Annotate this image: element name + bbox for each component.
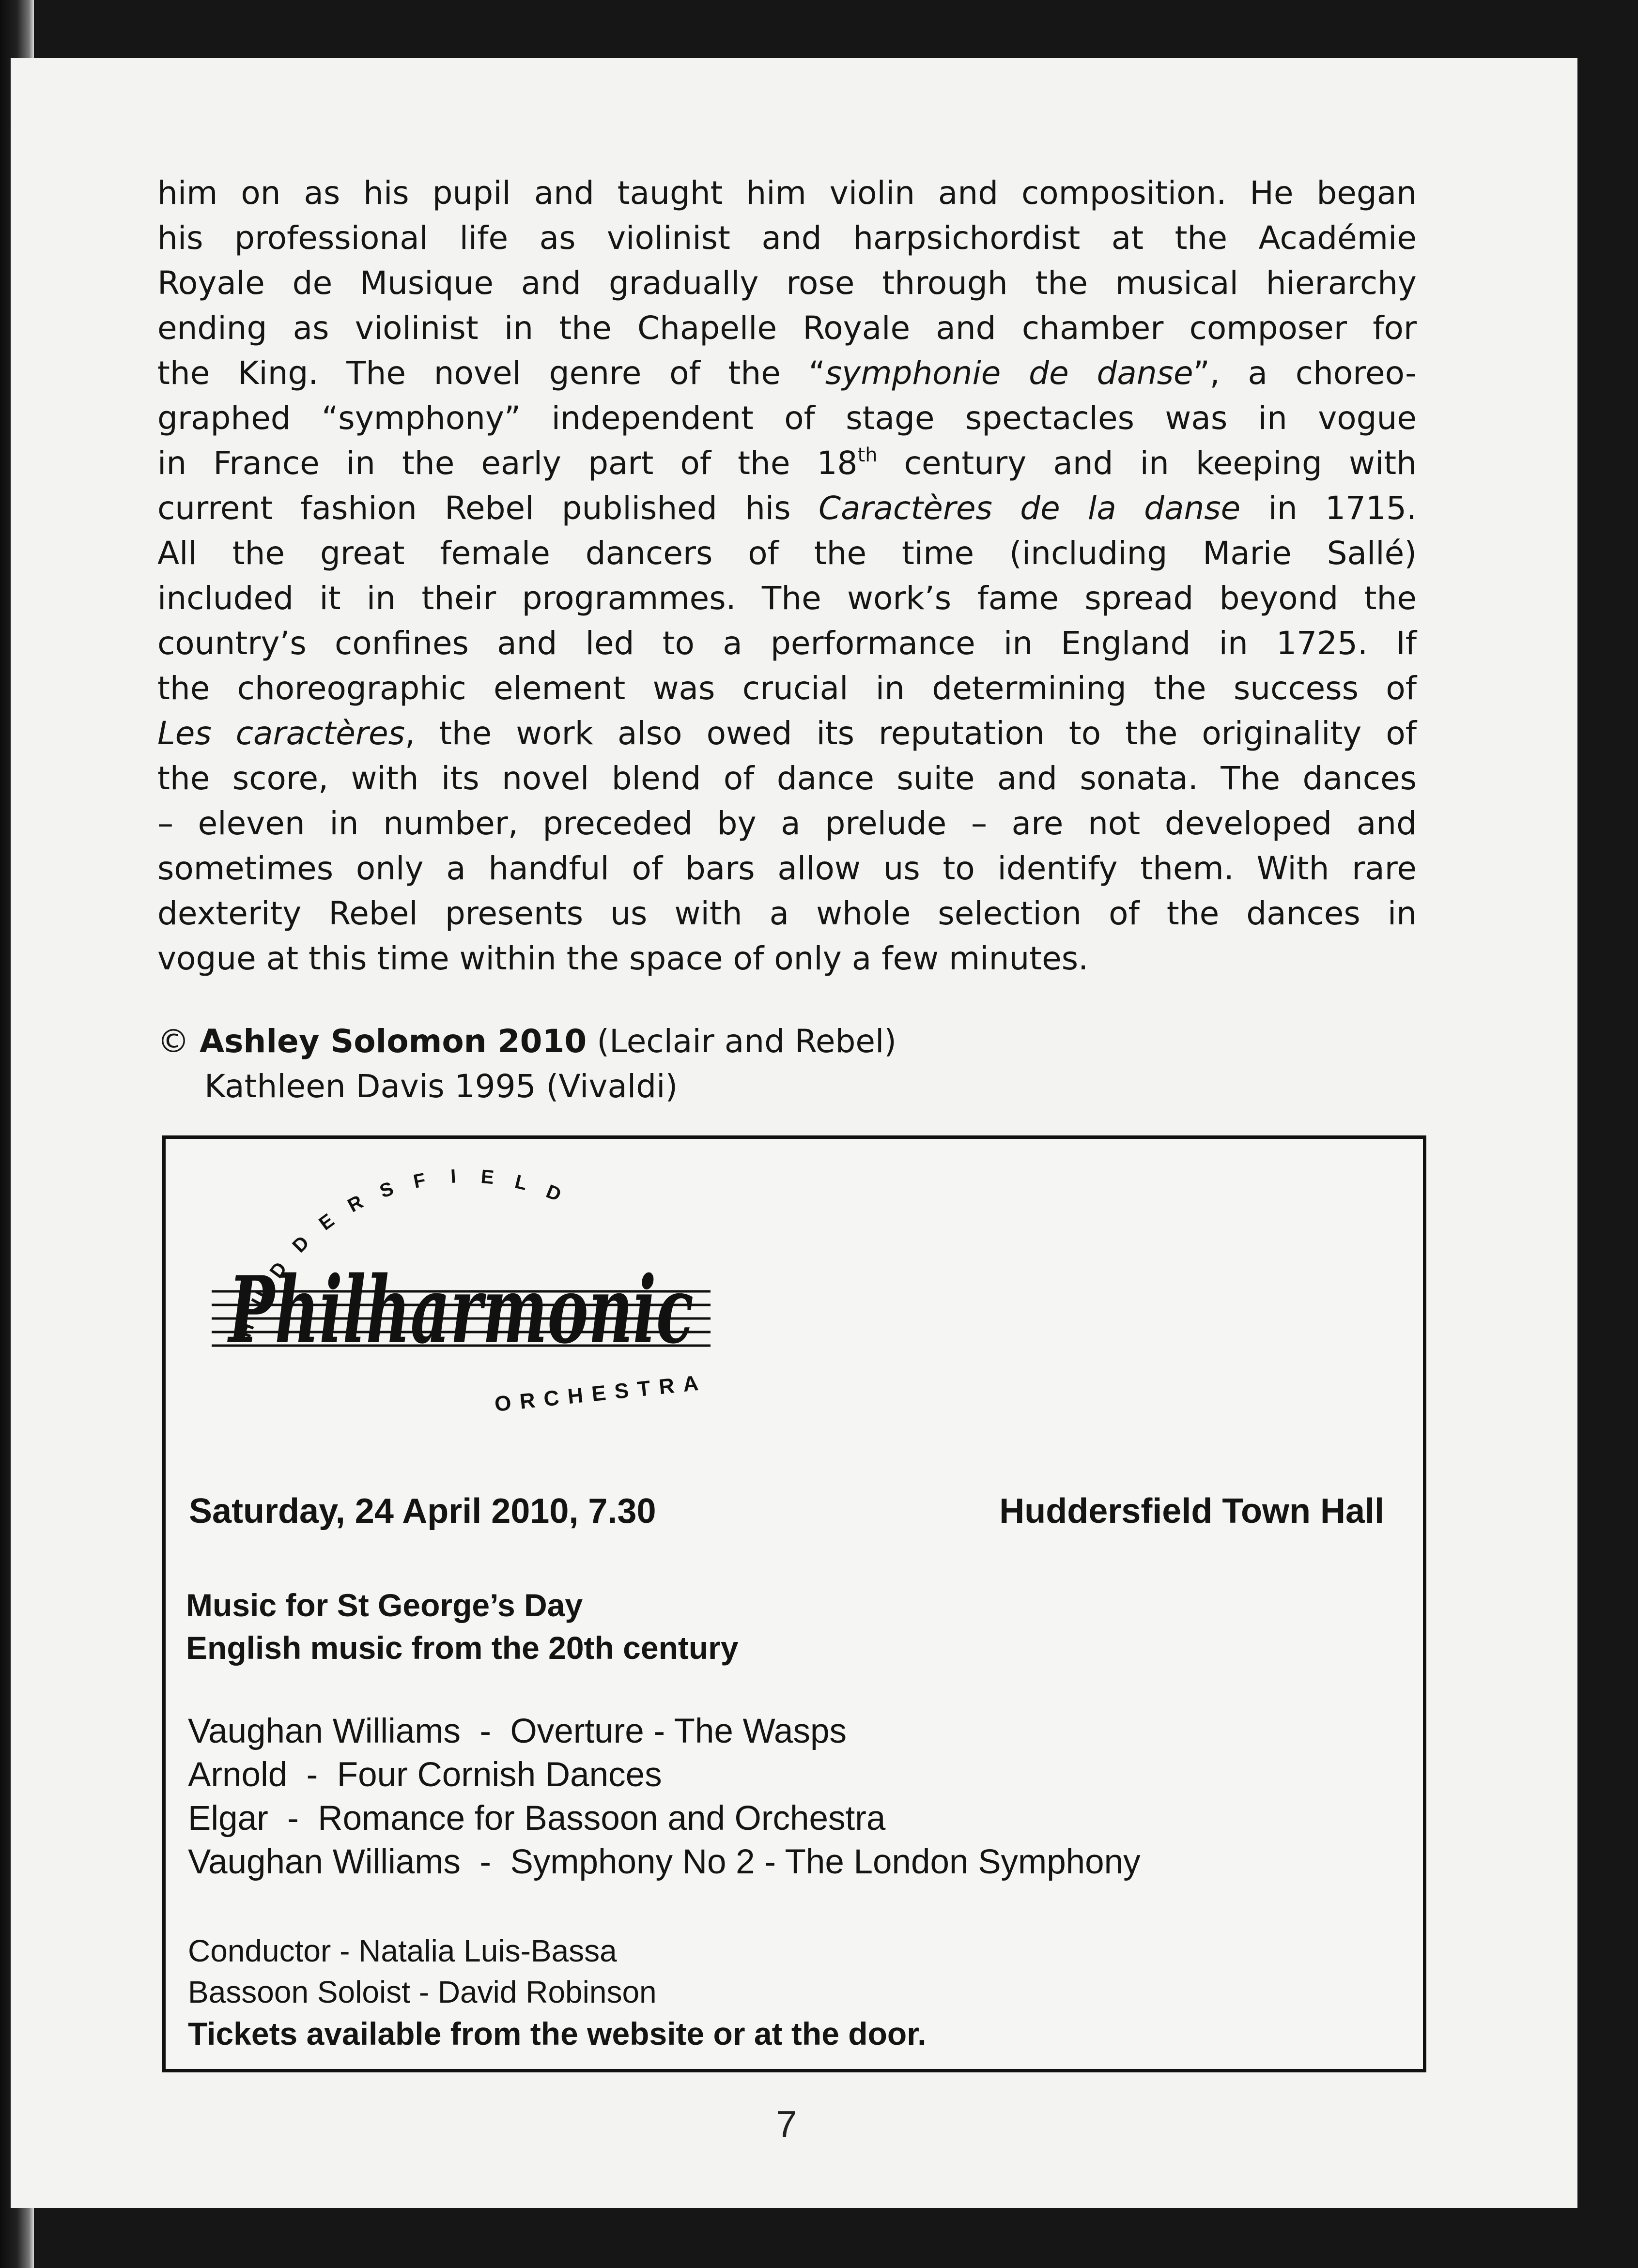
programme-item: Vaughan Williams - Symphony No 2 - The London Symphony — [188, 1843, 1141, 1881]
body-line — [157, 170, 1417, 215]
body-line — [157, 846, 1417, 891]
superscript: th — [857, 444, 878, 466]
copyright-symbol: © — [157, 1023, 189, 1060]
body-text: in 1715. — [1240, 490, 1417, 527]
logo-arc-letter: H — [233, 1319, 259, 1340]
logo-arc-letter: I — [450, 1165, 457, 1187]
body-text: ending as violinist in the Chapelle Royale and chamber composer for — [157, 309, 1417, 347]
body-text: dexterity Rebel presents us with a whole selection of the dances in — [157, 895, 1417, 932]
logo-bottom-text: ORCHESTRA — [493, 1370, 709, 1416]
body-text: the King. The novel genre of the “ — [157, 354, 825, 392]
body-line — [157, 215, 1417, 261]
body-text: current fashion Rebel published his — [157, 490, 819, 527]
concert-advert — [162, 1135, 1426, 2072]
body-text: century and in keeping with — [877, 444, 1417, 482]
logo-arc-letter: L — [512, 1171, 529, 1195]
body-text: ”, a choreo- — [1193, 354, 1417, 392]
logo-main-word: Philharmonic — [227, 1256, 694, 1364]
body-text: graphed “symphony” independent of stage spectacles was in vogue — [157, 399, 1417, 437]
body-line — [157, 531, 1417, 576]
body-text: in France in the early part of the 18 — [157, 444, 858, 482]
conductor-credit: Conductor - Natalia Luis-Bassa — [188, 1933, 617, 1968]
body-text: Royale de Musique and gradually rose through the musical hierarchy — [157, 264, 1417, 302]
body-line — [157, 666, 1417, 711]
logo-arc-letter: D — [288, 1232, 313, 1257]
logo-arc-letter: D — [265, 1258, 292, 1282]
credit-author: Ashley Solomon 2010 — [199, 1023, 587, 1060]
programme-item: Arnold - Four Cornish Dances — [188, 1756, 662, 1794]
body-text: included it in their programmes. The work’s fame spread beyond the — [157, 580, 1417, 617]
body-paragraph — [157, 170, 1417, 981]
body-line — [157, 891, 1417, 936]
credit-line-2: Kathleen Davis 1995 (Vivaldi) — [204, 1068, 678, 1105]
body-text: his professional life as violinist and harpsichordist at the Académie — [157, 219, 1417, 257]
body-line — [157, 306, 1417, 351]
credit-line-1 — [157, 1019, 896, 1064]
body-text: the score, with its novel blend of dance suite and sonata. The dances — [157, 760, 1417, 797]
logo-arc-letter: E — [480, 1165, 495, 1189]
concert-subtitle: English music from the 20th century — [186, 1630, 739, 1666]
programme-item: Elgar - Romance for Bassoon and Orchestra — [188, 1799, 886, 1838]
italic-title: Caractères de la danse — [818, 490, 1241, 527]
event-venue: Huddersfield Town Hall — [999, 1492, 1384, 1531]
body-line — [157, 801, 1417, 846]
body-line — [157, 576, 1417, 621]
logo-arc-letter: E — [315, 1210, 339, 1235]
body-line — [157, 936, 1417, 981]
body-text: vogue at this time within the space of only a few minutes. — [157, 940, 1089, 977]
body-text: country’s confines and led to a performance in England in 1725. If — [157, 625, 1417, 662]
body-text: – eleven in number, preceded by a prelude – are not developed and — [157, 805, 1417, 842]
logo-arc-letter: U — [247, 1287, 273, 1310]
body-line — [157, 711, 1417, 756]
logo-arc-letter: S — [377, 1178, 397, 1202]
italic-title: symphonie de danse — [825, 354, 1193, 392]
body-line — [157, 756, 1417, 801]
philharmonic-logo — [166, 1139, 776, 1439]
logo-arc-letter: F — [411, 1169, 428, 1193]
event-date: Saturday, 24 April 2010, 7.30 — [189, 1492, 656, 1531]
body-line — [157, 396, 1417, 441]
body-line — [157, 441, 1417, 486]
page-number: 7 — [776, 2103, 797, 2145]
body-line — [157, 261, 1417, 306]
italic-title: Les caractères — [157, 715, 405, 752]
body-line — [157, 351, 1417, 396]
logo-arc-letter: D — [543, 1180, 564, 1206]
body-line — [157, 621, 1417, 666]
programme-item: Vaughan Williams - Overture - The Wasps — [188, 1712, 847, 1750]
body-text: , the work also owed its reputation to the originality of — [404, 715, 1417, 752]
body-line — [157, 486, 1417, 531]
concert-title: Music for St George’s Day — [186, 1587, 583, 1623]
credit-note: (Leclair and Rebel) — [597, 1023, 897, 1060]
body-text: sometimes only a handful of bars allow us to identify them. With rare — [157, 850, 1417, 887]
body-text: the choreographic element was crucial in determining the success of — [157, 670, 1417, 707]
logo-arc-letter: R — [344, 1191, 367, 1217]
body-text: All the great female dancers of the time (including Marie Sallé) — [157, 535, 1417, 572]
tickets-notice: Tickets available from the website or at the door. — [188, 2016, 927, 2052]
body-text: him on as his pupil and taught him violin and composition. He began — [157, 174, 1417, 212]
soloist-credit: Bassoon Soloist - David Robinson — [188, 1975, 657, 2009]
